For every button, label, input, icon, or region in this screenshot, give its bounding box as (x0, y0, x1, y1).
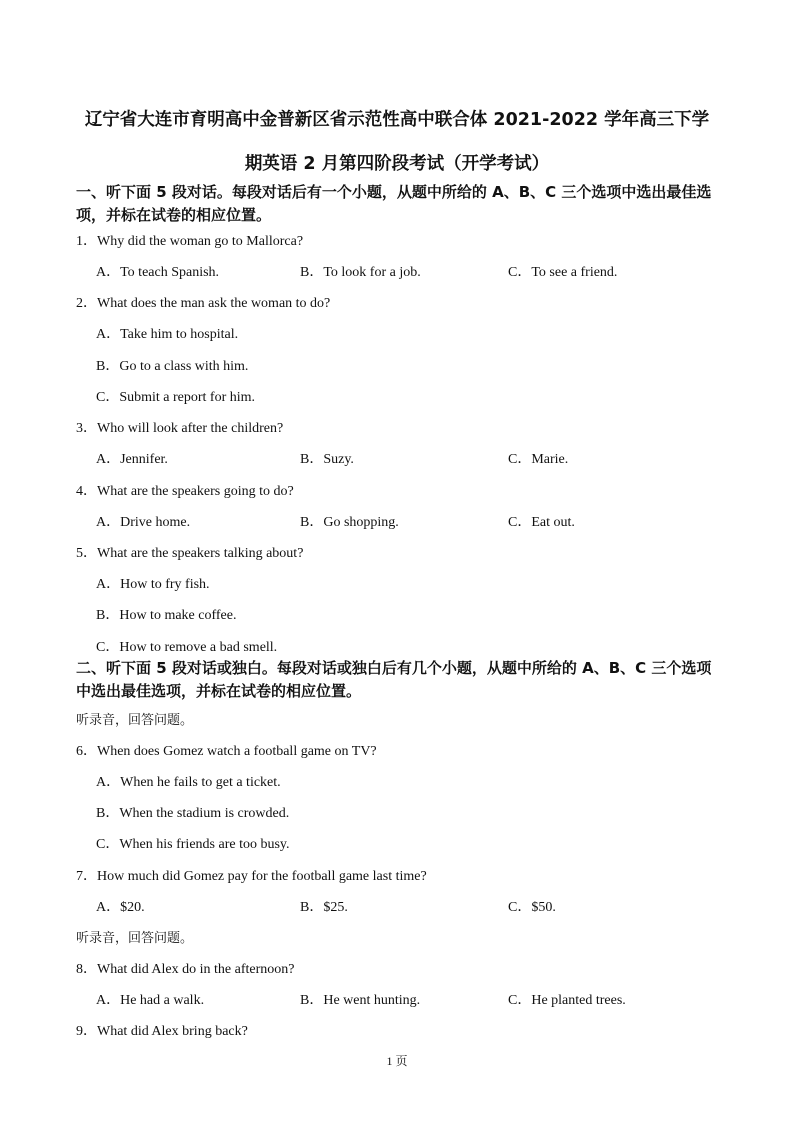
question-2-stem: 2．What does the man ask the woman to do? (76, 296, 331, 311)
question-2-option-c: C．Submit a report for him. (96, 390, 256, 405)
question-1-option-c: C．To see a friend. (508, 265, 618, 280)
question-1-stem: 1．Why did the woman go to Mallorca? (76, 234, 304, 249)
question-7-option-b: B．$25. (300, 900, 348, 915)
question-9-stem: 9．What did Alex bring back? (76, 1024, 248, 1039)
question-6-option-b: B．When the stadium is crowded. (96, 806, 290, 821)
question-3-stem: 3．Who will look after the children? (76, 421, 284, 436)
question-3-option-c: C．Marie. (508, 452, 569, 467)
question-2-option-a: A．Take him to hospital. (96, 327, 239, 342)
listen-instruction-1: 听录音，回答问题。 (76, 713, 194, 728)
question-4-option-c: C．Eat out. (508, 515, 575, 530)
page-number: 1 页 (386, 1054, 408, 1068)
question-5-option-a: A．How to fry fish. (96, 577, 210, 592)
question-8-option-a: A．He had a walk. (96, 993, 205, 1008)
question-6-option-c: C．When his friends are too busy. (96, 837, 290, 852)
question-7-stem: 7．How much did Gomez pay for the football game last time? (76, 869, 427, 884)
question-8-stem: 8．What did Alex do in the afternoon? (76, 962, 295, 977)
section-2-heading: 二、听下面 5 段对话或独白。每段对话或独白后有几个小题，从题中所给的 A、B、C 三个选项中选出最佳选项，并标在试卷的相应位置。 (76, 659, 712, 700)
question-7-option-c: C．$50. (508, 900, 556, 915)
question-1-option-b: B．To look for a job. (300, 265, 421, 280)
document-title-line-2: 期英语 2 月第四阶段考试（开学考试） (244, 154, 550, 174)
document-title-line-1: 辽宁省大连市育明高中金普新区省示范性高中联合体 2021-2022 学年高三下学 (84, 110, 710, 130)
question-2-option-b: B．Go to a class with him. (96, 359, 249, 374)
question-4-option-b: B．Go shopping. (300, 515, 399, 530)
question-6-stem: 6．When does Gomez watch a football game on TV? (76, 744, 377, 759)
question-1-option-a: A．To teach Spanish. (96, 265, 220, 280)
section-1-heading: 一、听下面 5 段对话。每段对话后有一个小题，从题中所给的 A、B、C 三个选项中选出最佳选项，并标在试卷的相应位置。 (76, 183, 712, 224)
question-3-option-b: B．Suzy. (300, 452, 354, 467)
question-3-option-a: A．Jennifer. (96, 452, 168, 467)
question-8-option-b: B．He went hunting. (300, 993, 421, 1008)
question-5-option-b: B．How to make coffee. (96, 608, 237, 623)
question-4-stem: 4．What are the speakers going to do? (76, 484, 294, 499)
question-8-option-c: C．He planted trees. (508, 993, 626, 1008)
question-7-option-a: A．$20. (96, 900, 145, 915)
question-6-option-a: A．When he fails to get a ticket. (96, 775, 281, 790)
question-5-stem: 5．What are the speakers talking about? (76, 546, 304, 561)
question-5-option-c: C．How to remove a bad smell. (96, 640, 278, 655)
question-4-option-a: A．Drive home. (96, 515, 191, 530)
listen-instruction-2: 听录音，回答问题。 (76, 931, 194, 946)
